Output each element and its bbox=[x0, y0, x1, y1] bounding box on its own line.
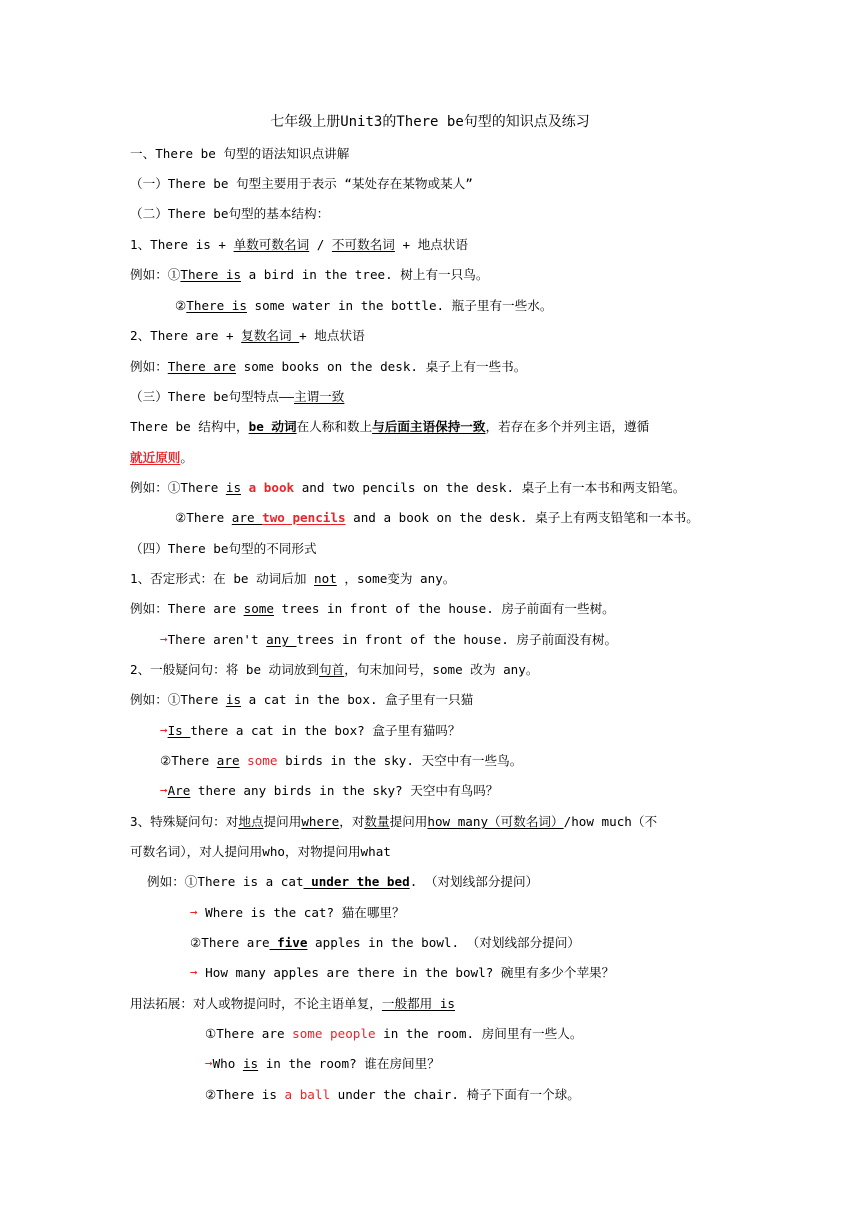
subsection-2: （二）There be句型的基本结构： bbox=[130, 206, 330, 221]
arrow-right-icon: ➞ bbox=[160, 632, 168, 647]
form-question: 2、一般疑问句：将 be 动词放到句首，句末加问号，some 改为 any。 bbox=[130, 662, 539, 677]
subsection-1: （一）There be 句型主要用于表示 “某处存在某物或某人” bbox=[130, 176, 473, 191]
example-line: ➞ How many apples are there in the bowl? 碗里有多少个苹果？ bbox=[190, 965, 615, 980]
form-negative: 1、否定形式：在 be 动词后加 not ，some变为 any。 bbox=[130, 571, 456, 586]
example-line: 例如：①There is a book and two pencils on the desk. 桌子上有一本书和两支铅笔。 bbox=[130, 480, 686, 495]
example-line: 例如：①There is a cat in the box. 盒子里有一只猫 bbox=[130, 692, 474, 707]
usage-extension: 用法拓展：对人或物提问时，不论主语单复，一般都用 is bbox=[130, 996, 455, 1011]
arrow-right-icon: ➞ bbox=[160, 783, 168, 798]
arrow-right-icon: ➞ bbox=[190, 965, 198, 980]
rule-text: There be 结构中，be 动词在人称和数上与后面主语保持一致，若存在多个并列主语，遵循 bbox=[130, 419, 650, 434]
subsection-4: （四）There be句型的不同形式 bbox=[130, 541, 317, 556]
structure-2: 2、There are + 复数名词 + 地点状语 bbox=[130, 328, 365, 343]
example-line: ②There are some birds in the sky. 天空中有一些鸟。 bbox=[160, 753, 523, 768]
example-line: ②There is a ball under the chair. 椅子下面有一个球。 bbox=[205, 1087, 580, 1102]
example-line: ➞Are there any birds in the sky? 天空中有鸟吗？ bbox=[160, 783, 499, 798]
example-line: ②There are two pencils and a book on the desk. 桌子上有两支铅笔和一本书。 bbox=[175, 510, 699, 525]
structure-1: 1、There is + 单数可数名词 / 不可数名词 + 地点状语 bbox=[130, 237, 468, 252]
example-line: ➞Who is in the room? 谁在房间里？ bbox=[205, 1056, 440, 1071]
example-line: 例如：There are some trees in front of the house. 房子前面有一些树。 bbox=[130, 601, 615, 616]
arrow-right-icon: ➞ bbox=[160, 723, 168, 738]
example-line: 例如：①There is a cat under the bed. （对划线部分提问） bbox=[147, 874, 539, 889]
example-line: 例如：①There is a bird in the tree. 树上有一只鸟。 bbox=[130, 267, 489, 282]
arrow-right-icon: ➞ bbox=[190, 905, 198, 920]
form-wh-question: 3、特殊疑问句：对地点提问用where，对数量提问用how many（可数名词）/how much（不 bbox=[130, 814, 658, 829]
example-line: ②There is some water in the bottle. 瓶子里有一些水。 bbox=[175, 298, 553, 313]
example-line: ➞Is there a cat in the box? 盒子里有猫吗？ bbox=[160, 723, 461, 738]
section-heading: 一、There be 句型的语法知识点讲解 bbox=[130, 146, 350, 161]
subsection-3: （三）There be句型特点——主谓一致 bbox=[130, 389, 345, 404]
example-line: ➞There aren't any trees in front of the house. 房子前面没有树。 bbox=[160, 632, 618, 647]
rule-text: 就近原则。 bbox=[130, 450, 193, 465]
example-line: ➞ Where is the cat? 猫在哪里？ bbox=[190, 905, 405, 920]
example-line: ②There are five apples in the bowl. （对划线部分提问） bbox=[190, 935, 581, 950]
page-title: 七年级上册Unit3的There be句型的知识点及练习 bbox=[270, 114, 590, 130]
arrow-right-icon: ➞ bbox=[205, 1056, 213, 1071]
example-line: 例如：There are some books on the desk. 桌子上有一些书。 bbox=[130, 359, 527, 374]
example-line: ①There are some people in the room. 房间里有一些人。 bbox=[205, 1026, 583, 1041]
form-wh-question-cont: 可数名词），对人提问用who，对物提问用what bbox=[130, 844, 391, 859]
